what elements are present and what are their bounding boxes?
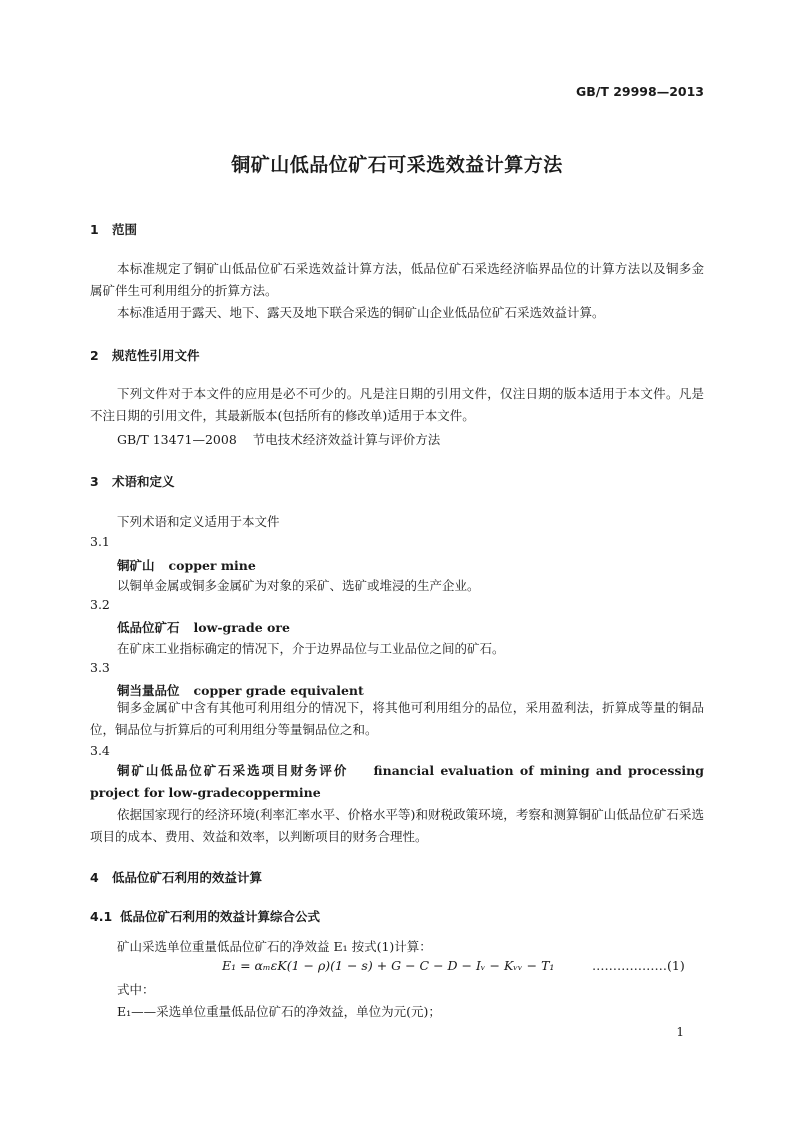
formula-intro: 矿山采选单位重量低品位矿石的净效益 E₁ 按式(1)计算： xyxy=(117,939,432,954)
section-2-heading: 2 规范性引用文件 xyxy=(90,348,200,363)
term-3-3-definition: 铜多金属矿中含有其他可利用组分的情况下，将其他可利用组分的品位，采用盈利法，折算成等量的铜品位，铜品位与折算后的可利用组分等量铜品位之和。 xyxy=(90,700,704,737)
term-number-3-3: 3.3 xyxy=(90,660,110,675)
term-3-1-definition: 以铜单金属或铜多金属矿为对象的采矿、选矿或堆浸的生产企业。 xyxy=(117,578,480,593)
formula-1: E₁ = αₘεK(1 − ρ)(1 − s) + G − C − D − Iᵥ − Kᵥᵥ − T₁ xyxy=(222,958,555,973)
section-4-heading: 4 低品位矿石利用的效益计算 xyxy=(90,870,263,885)
where-label: 式中： xyxy=(117,982,155,997)
page-number: 1 xyxy=(676,1025,684,1039)
term-number-3-4: 3.4 xyxy=(90,743,110,758)
document-title: 铜矿山低品位矿石可采选效益计算方法 xyxy=(231,154,563,176)
term-number-3-1: 3.1 xyxy=(90,534,110,549)
term-3-3: 铜当量品位 copper grade equivalent xyxy=(117,683,364,698)
term-number-3-2: 3.2 xyxy=(90,597,110,612)
formula-number: ………………(1) xyxy=(592,958,685,973)
term-3-4: 铜矿山低品位矿石采选项目财务评价 financial evaluation of mining and processing project for low-gradecoppermine xyxy=(90,763,704,800)
section-2-paragraph-1: 下列文件对于本文件的应用是必不可少的。凡是注日期的引用文件，仅注日期的版本适用于本文件。凡是不注日期的引用文件，其最新版本(包括所有的修改单)适用于本文件。 xyxy=(90,386,704,423)
section-3-intro: 下列术语和定义适用于本文件 xyxy=(117,514,280,529)
section-1-paragraph-1: 本标准规定了铜矿山低品位矿石采选效益计算方法，低品位矿石采选经济临界品位的计算方法以及铜多金属矿伴生可利用组分的折算方法。 xyxy=(90,261,704,298)
term-3-1: 铜矿山 copper mine xyxy=(117,558,256,573)
term-3-4-definition: 依据国家现行的经济环境(利率汇率水平、价格水平等)和财税政策环境，考察和测算铜矿山低品位矿石采选项目的成本、费用、效益和效率，以判断项目的财务合理性。 xyxy=(90,807,704,844)
term-3-2: 低品位矿石 low-grade ore xyxy=(117,620,290,635)
normative-reference: GB/T 13471—2008 节电技术经济效益计算与评价方法 xyxy=(117,432,441,447)
section-4-1-heading: 4.1 低品位矿石利用的效益计算综合公式 xyxy=(90,909,321,924)
section-1-heading: 1 范围 xyxy=(90,222,138,237)
section-1-paragraph-2: 本标准适用于露天、地下、露天及地下联合采选的铜矿山企业低品位矿石采选效益计算。 xyxy=(117,305,605,320)
variable-definition-e1: E₁——采选单位重量低品位矿石的净效益，单位为元(元)； xyxy=(117,1004,441,1019)
standard-code: GB/T 29998—2013 xyxy=(575,84,704,99)
section-3-heading: 3 术语和定义 xyxy=(90,474,175,489)
term-3-2-definition: 在矿床工业指标确定的情况下，介于边界品位与工业品位之间的矿石。 xyxy=(117,641,505,656)
